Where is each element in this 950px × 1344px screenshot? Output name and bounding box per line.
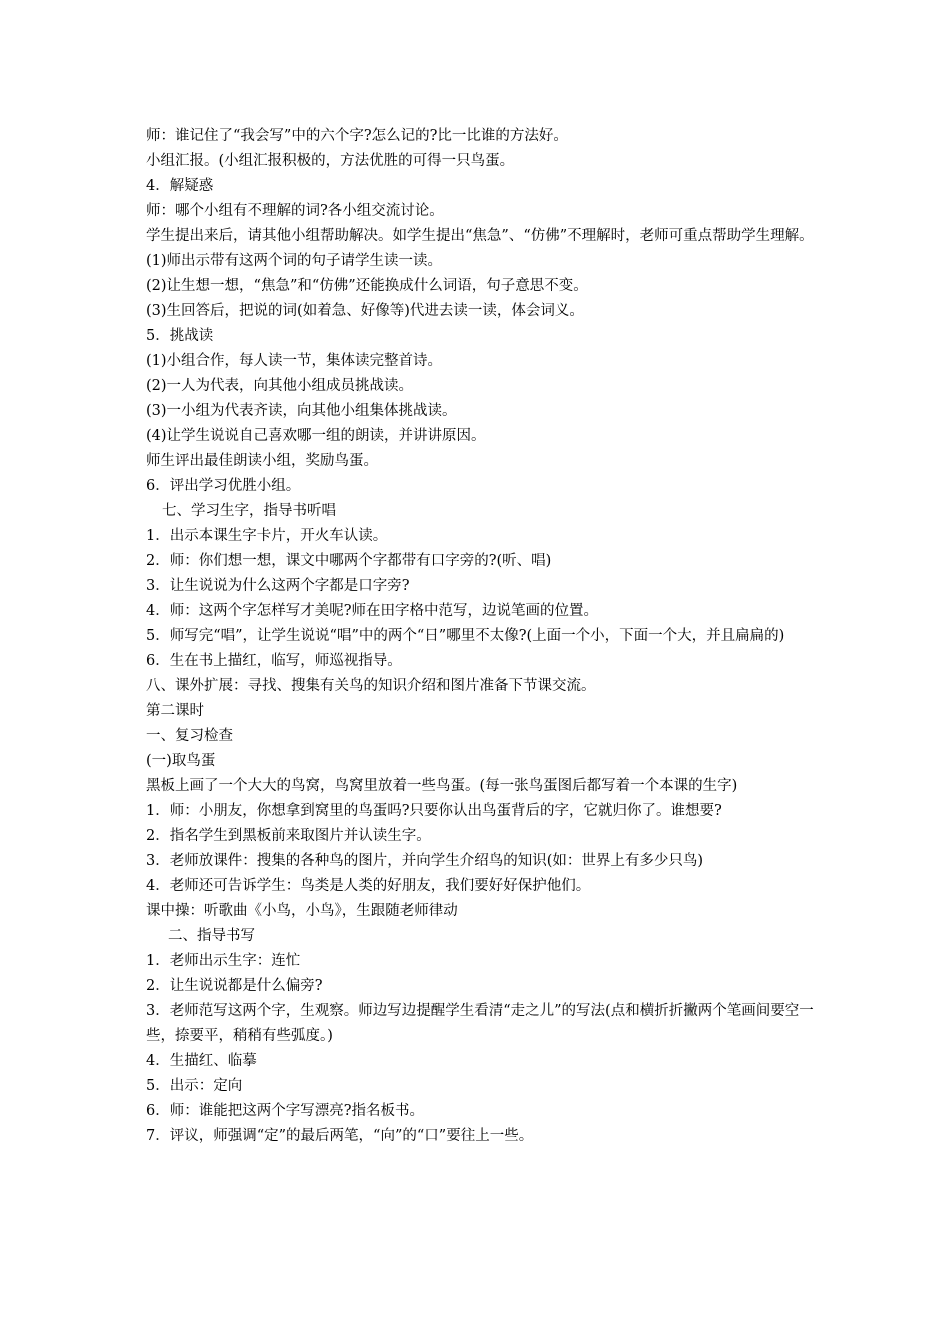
lesson-heading: 第二课时 (146, 703, 204, 719)
text-line: 7．评议，师强调“定”的最后两笔，“向”的“口”要往上一些。 (146, 1128, 534, 1144)
chapter-heading: 一、复习检查 (146, 728, 233, 744)
text-line: 1．出示本课生字卡片，开火车认读。 (146, 528, 388, 544)
text-line: 4．生描红、临摹 (146, 1053, 257, 1069)
chapter-heading: 二、指导书写 (168, 928, 255, 944)
text-line: 师生评出最佳朗读小组，奖励鸟蛋。 (146, 453, 378, 469)
text-line: 1．师：小朋友，你想拿到窝里的鸟蛋吗?只要你认出鸟蛋背后的字，它就归你了。谁想要? (146, 803, 722, 819)
text-line: (3)生回答后，把说的词(如着急、好像等)代进去读一读，体会词义。 (146, 303, 584, 319)
text-line: 课中操：听歌曲《小鸟，小鸟》，生跟随老师律动 (146, 903, 458, 919)
text-line: 3．让生说说为什么这两个字都是口字旁? (146, 578, 410, 594)
text-line: (1)师出示带有这两个词的句子请学生读一读。 (146, 253, 443, 269)
text-line: 1．老师出示生字：连忙 (146, 953, 301, 969)
text-line: 2．让生说说都是什么偏旁? (146, 978, 323, 994)
text-line: 学生提出来后，请其他小组帮助解决。如学生提出“焦急”、“仿佛”不理解时，老师可重点帮助学生理解。 (146, 228, 814, 244)
text-line: 2．指名学生到黑板前来取图片并认读生字。 (146, 828, 431, 844)
document-body (146, 124, 818, 1149)
section-heading: (一)取鸟蛋 (146, 753, 216, 769)
text-line: 小组汇报。(小组汇报积极的，方法优胜的可得一只鸟蛋。 (146, 153, 515, 169)
chapter-heading: 八、课外扩展：寻找、搜集有关鸟的知识介绍和图片准备下节课交流。 (146, 678, 596, 694)
text-line: 6．师：谁能把这两个字写漂亮?指名板书。 (146, 1103, 424, 1119)
section-heading: 4．解疑惑 (146, 178, 214, 194)
text-line: 6．生在书上描红，临写，师巡视指导。 (146, 653, 402, 669)
text-line: 4．师：这两个字怎样写才美呢?师在田字格中范写，边说笔画的位置。 (146, 603, 598, 619)
text-line: (1)小组合作，每人读一节，集体读完整首诗。 (146, 353, 443, 369)
text-line: 2．师：你们想一想，课文中哪两个字都带有口字旁的?(听、唱) (146, 553, 552, 569)
section-heading: 6．评出学习优胜小组。 (146, 478, 301, 494)
text-line: 黑板上画了一个大大的鸟窝，鸟窝里放着一些鸟蛋。(每一张鸟蛋图后都写着一个本课的生字) (146, 778, 738, 794)
chapter-heading: 七、学习生字，指导书听唱 (162, 503, 336, 519)
text-line: 3．老师放课件：搜集的各种鸟的图片，并向学生介绍鸟的知识(如：世界上有多少只鸟) (146, 853, 704, 869)
text-line: 3．老师范写这两个字，生观察。师边写边提醒学生看清“走之儿”的写法(点和横折折撇两个笔画间要空一些，捺要平，稍稍有些弧度。) (146, 1003, 814, 1044)
text-line: 师：谁记住了“我会写”中的六个字?怎么记的?比一比谁的方法好。 (146, 128, 568, 144)
text-line: (4)让学生说说自己喜欢哪一组的朗读，并讲讲原因。 (146, 428, 486, 444)
section-heading: 5．挑战读 (146, 328, 214, 344)
text-line: 5．出示：定向 (146, 1078, 243, 1094)
text-line: (2)一人为代表，向其他小组成员挑战读。 (146, 378, 414, 394)
text-line: (2)让生想一想，“焦急”和“仿佛”还能换成什么词语，句子意思不变。 (146, 278, 588, 294)
text-line: 4．老师还可告诉学生：鸟类是人类的好朋友，我们要好好保护他们。 (146, 878, 591, 894)
text-line: 师：哪个小组有不理解的词?各小组交流讨论。 (146, 203, 444, 219)
text-line: (3)一小组为代表齐读，向其他小组集体挑战读。 (146, 403, 457, 419)
text-line: 5．师写完“唱”，让学生说说“唱”中的两个“日”哪里不太像?(上面一个小，下面一个大，并且扁扁的) (146, 628, 785, 644)
